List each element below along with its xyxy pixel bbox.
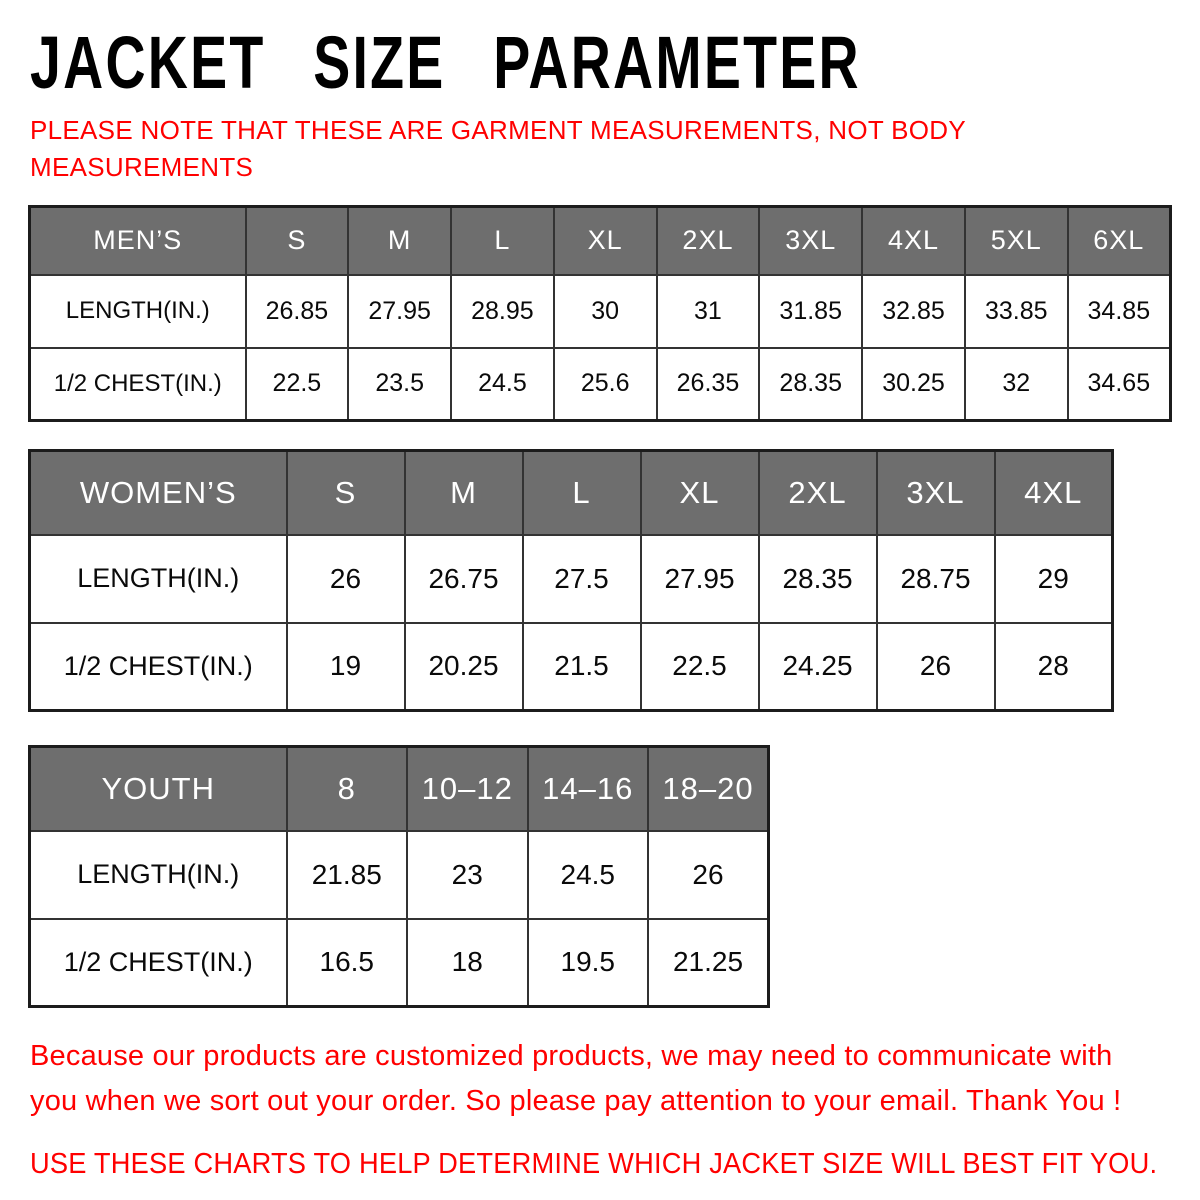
table-row xyxy=(30,348,1171,421)
size-column-header: XL xyxy=(641,451,759,535)
size-column-header: 3XL xyxy=(759,207,862,275)
size-column-header: 18–20 xyxy=(648,747,769,831)
value-cell: 28.35 xyxy=(759,348,862,421)
size-column-header: 10–12 xyxy=(407,747,528,831)
header-row xyxy=(30,747,769,831)
value-cell: 32.85 xyxy=(862,275,965,348)
header-row xyxy=(30,451,1113,535)
value-cell: 23.5 xyxy=(348,348,451,421)
header-row xyxy=(30,207,1171,275)
value-cell: 28 xyxy=(995,623,1113,711)
value-cell: 22.5 xyxy=(641,623,759,711)
value-cell: 24.5 xyxy=(528,831,649,919)
value-cell: 21.85 xyxy=(287,831,408,919)
value-cell: 16.5 xyxy=(287,919,408,1007)
row-label-cell: 1/2 CHEST(IN.) xyxy=(30,348,246,421)
table-row xyxy=(30,535,1113,623)
value-cell: 26 xyxy=(287,535,405,623)
customization-notice: Because our products are customized products, we may need to communicate with you when we sort out your order. So please pay attention to your email. Thank You ! xyxy=(30,1040,1122,1118)
value-cell: 19.5 xyxy=(528,919,649,1007)
value-cell: 24.5 xyxy=(451,348,554,421)
size-column-header: L xyxy=(451,207,554,275)
size-column-header: 2XL xyxy=(657,207,760,275)
size-column-header: S xyxy=(246,207,349,275)
row-label-cell: LENGTH(IN.) xyxy=(30,275,246,348)
table-row xyxy=(30,275,1171,348)
row-label-cell: 1/2 CHEST(IN.) xyxy=(30,919,287,1007)
value-cell: 27.95 xyxy=(641,535,759,623)
size-column-header: 4XL xyxy=(995,451,1113,535)
size-column-header: 8 xyxy=(287,747,408,831)
mens-size-table xyxy=(28,205,1172,422)
size-column-header: 6XL xyxy=(1068,207,1171,275)
size-column-header: 4XL xyxy=(862,207,965,275)
value-cell: 26.75 xyxy=(405,535,523,623)
value-cell: 22.5 xyxy=(246,348,349,421)
value-cell: 30.25 xyxy=(862,348,965,421)
value-cell: 32 xyxy=(965,348,1068,421)
value-cell: 21.5 xyxy=(523,623,641,711)
value-cell: 26.85 xyxy=(246,275,349,348)
value-cell: 27.95 xyxy=(348,275,451,348)
table-row xyxy=(30,831,769,919)
row-label-cell: 1/2 CHEST(IN.) xyxy=(30,623,287,711)
value-cell: 25.6 xyxy=(554,348,657,421)
value-cell: 34.65 xyxy=(1068,348,1171,421)
row-label-cell: LENGTH(IN.) xyxy=(30,535,287,623)
page-title: JACKET SIZE PARAMETER xyxy=(30,21,861,104)
value-cell: 21.25 xyxy=(648,919,769,1007)
value-cell: 33.85 xyxy=(965,275,1068,348)
value-cell: 30 xyxy=(554,275,657,348)
size-column-header: S xyxy=(287,451,405,535)
table-row xyxy=(30,919,769,1007)
value-cell: 31 xyxy=(657,275,760,348)
value-cell: 28.75 xyxy=(877,535,995,623)
table-title-cell: WOMEN’S xyxy=(30,451,287,535)
size-column-header: XL xyxy=(554,207,657,275)
table-title-cell: MEN’S xyxy=(30,207,246,275)
value-cell: 26.35 xyxy=(657,348,760,421)
size-column-header: 2XL xyxy=(759,451,877,535)
row-label-cell: LENGTH(IN.) xyxy=(30,831,287,919)
value-cell: 23 xyxy=(407,831,528,919)
table-title-cell: YOUTH xyxy=(30,747,287,831)
value-cell: 26 xyxy=(648,831,769,919)
table-row xyxy=(30,623,1113,711)
value-cell: 34.85 xyxy=(1068,275,1171,348)
value-cell: 27.5 xyxy=(523,535,641,623)
size-column-header: M xyxy=(405,451,523,535)
value-cell: 26 xyxy=(877,623,995,711)
value-cell: 18 xyxy=(407,919,528,1007)
chart-usage-note: USE THESE CHARTS TO HELP DETERMINE WHICH JACKET SIZE WILL BEST FIT YOU. xyxy=(30,1147,1158,1180)
youth-size-table xyxy=(28,745,770,1008)
size-column-header: 14–16 xyxy=(528,747,649,831)
value-cell: 24.25 xyxy=(759,623,877,711)
value-cell: 28.95 xyxy=(451,275,554,348)
value-cell: 20.25 xyxy=(405,623,523,711)
garment-measurement-note: PLEASE NOTE THAT THESE ARE GARMENT MEASUREMENTS, NOT BODY MEASUREMENTS xyxy=(30,115,966,183)
size-column-header: 5XL xyxy=(965,207,1068,275)
size-column-header: M xyxy=(348,207,451,275)
value-cell: 31.85 xyxy=(759,275,862,348)
womens-size-table xyxy=(28,449,1114,712)
size-column-header: L xyxy=(523,451,641,535)
value-cell: 29 xyxy=(995,535,1113,623)
value-cell: 19 xyxy=(287,623,405,711)
value-cell: 28.35 xyxy=(759,535,877,623)
size-column-header: 3XL xyxy=(877,451,995,535)
